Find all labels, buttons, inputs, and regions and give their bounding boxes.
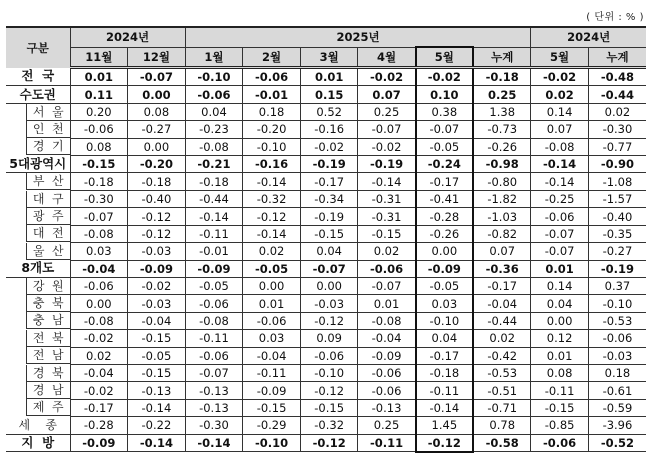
table-row — [6, 295, 646, 312]
cell-value: -0.53 — [588, 312, 646, 329]
cell-value: -0.06 — [70, 121, 128, 138]
cell-value: -0.13 — [358, 399, 416, 416]
cell-value: -0.02 — [70, 330, 128, 347]
row-label — [6, 295, 70, 312]
cell-value: -0.06 — [300, 347, 358, 364]
cell-value: -0.02 — [358, 138, 416, 155]
cell-value: -0.32 — [300, 417, 358, 434]
cell-value: -1.57 — [588, 190, 646, 207]
cell-value: 0.03 — [243, 330, 301, 347]
table-row — [6, 243, 646, 260]
cell-value: 0.08 — [70, 138, 128, 155]
cell-value: -0.07 — [358, 277, 416, 295]
cell-highlighted: -0.26 — [416, 225, 474, 242]
cell-value: -0.12 — [128, 208, 186, 225]
cell-value: -0.17 — [70, 399, 128, 416]
cell-value: -0.09 — [243, 382, 301, 399]
cell-value: -0.14 — [185, 208, 243, 225]
table-row — [6, 190, 646, 207]
cell-value: -0.52 — [588, 434, 646, 452]
cell-value: -0.09 — [128, 260, 186, 277]
cell-value: -0.15 — [300, 399, 358, 416]
cell-value: -0.02 — [128, 277, 186, 295]
row-label — [6, 330, 70, 347]
cell-value: -0.12 — [300, 312, 358, 329]
header-month: 4월 — [358, 47, 416, 68]
cell-value: 0.02 — [531, 86, 589, 103]
cell-value: -0.98 — [473, 156, 531, 173]
row-label — [6, 225, 70, 242]
cell-value: -0.06 — [531, 208, 589, 225]
cell-value: -0.19 — [300, 156, 358, 173]
cell-value: -0.11 — [185, 225, 243, 242]
cell-value: -0.48 — [588, 68, 646, 86]
row-label — [6, 382, 70, 399]
cell-value: -0.03 — [128, 243, 186, 260]
cell-value: -0.15 — [300, 225, 358, 242]
cell-value: -0.04 — [128, 312, 186, 329]
table-row — [6, 138, 646, 155]
cell-value: -0.09 — [358, 347, 416, 364]
cell-value: -0.27 — [128, 121, 186, 138]
cell-value: -0.30 — [588, 121, 646, 138]
table-row — [6, 208, 646, 225]
cell-value: -0.12 — [128, 225, 186, 242]
cell-value: -0.11 — [243, 364, 301, 381]
cell-value: -0.30 — [185, 417, 243, 434]
cell-value: -0.04 — [473, 295, 531, 312]
row-label-text: 충 북 — [26, 295, 70, 312]
row-label — [6, 190, 70, 207]
cell-value: -0.22 — [128, 417, 186, 434]
cell-value: -0.05 — [243, 260, 301, 277]
row-label-text: 제 주 — [26, 399, 70, 416]
cell-highlighted: 0.03 — [416, 295, 474, 312]
cell-value: -0.10 — [243, 138, 301, 155]
cell-highlighted: -0.17 — [416, 173, 474, 191]
cell-value: -0.14 — [531, 156, 589, 173]
cell-value: -0.08 — [531, 138, 589, 155]
table-row — [6, 312, 646, 329]
cell-value: -0.12 — [243, 208, 301, 225]
cell-value: -0.02 — [300, 138, 358, 155]
row-label — [6, 208, 70, 225]
cell-value: 1.38 — [473, 103, 531, 121]
table-row — [6, 434, 646, 452]
row-label: 8개도 — [6, 260, 70, 277]
cell-value: 0.37 — [588, 277, 646, 295]
header-month: 11월 — [70, 47, 128, 68]
row-label — [6, 399, 70, 416]
cell-highlighted: 0.00 — [416, 243, 474, 260]
cell-value: -0.07 — [531, 225, 589, 242]
cell-value: -0.30 — [70, 190, 128, 207]
cell-value: 0.01 — [243, 295, 301, 312]
cell-value: 0.07 — [531, 121, 589, 138]
cell-highlighted: -0.05 — [416, 277, 474, 295]
cell-value: 0.08 — [128, 103, 186, 121]
cell-value: -0.12 — [300, 382, 358, 399]
cell-value: -0.20 — [243, 121, 301, 138]
cell-value: 0.03 — [70, 243, 128, 260]
cell-value: -0.03 — [300, 295, 358, 312]
row-label — [6, 173, 70, 191]
cell-value: 0.18 — [588, 364, 646, 381]
row-label-text: 인 천 — [26, 121, 70, 138]
cell-value: 0.04 — [531, 295, 589, 312]
table-row — [6, 121, 646, 138]
cell-value: -0.19 — [358, 156, 416, 173]
cell-value: -0.19 — [588, 260, 646, 277]
cell-value: -0.53 — [473, 364, 531, 381]
cell-value: -0.06 — [185, 347, 243, 364]
cell-value: -0.17 — [473, 277, 531, 295]
table-row — [6, 173, 646, 191]
cell-value: -0.10 — [185, 68, 243, 86]
header-year-2024-right: 2024년 — [531, 27, 646, 47]
cell-value: 0.01 — [70, 68, 128, 86]
cell-value: -0.15 — [531, 399, 589, 416]
cell-value: -0.06 — [358, 364, 416, 381]
cell-value: 0.00 — [70, 295, 128, 312]
cell-value: -0.07 — [70, 208, 128, 225]
header-month: 2월 — [243, 47, 301, 68]
cell-value: 0.11 — [70, 86, 128, 103]
cell-value: -0.11 — [531, 382, 589, 399]
cell-value: 0.18 — [243, 103, 301, 121]
row-label-text: 강 원 — [26, 278, 70, 295]
cell-value: -0.34 — [300, 190, 358, 207]
cell-value: -0.08 — [70, 225, 128, 242]
cell-value: -0.07 — [128, 68, 186, 86]
cell-value: -0.08 — [70, 312, 128, 329]
cell-value: -0.13 — [128, 382, 186, 399]
cell-value: 0.15 — [300, 86, 358, 103]
header-month: 5월 — [531, 47, 589, 68]
cell-value: 0.25 — [358, 417, 416, 434]
cell-value: 0.14 — [531, 277, 589, 295]
cell-value: -0.31 — [358, 190, 416, 207]
row-label-text: 서 울 — [26, 104, 70, 121]
table-row — [6, 86, 646, 103]
cell-value: -0.06 — [588, 330, 646, 347]
cell-value: 0.52 — [300, 103, 358, 121]
cell-highlighted: -0.07 — [416, 121, 474, 138]
table-row — [6, 347, 646, 364]
header-row-months — [6, 47, 646, 68]
cell-value: -0.61 — [588, 382, 646, 399]
cell-value: -0.18 — [185, 173, 243, 191]
row-label — [6, 243, 70, 260]
cell-value: -0.19 — [300, 208, 358, 225]
cell-value: -0.04 — [70, 260, 128, 277]
cell-value: -0.01 — [243, 86, 301, 103]
cell-value: 0.00 — [300, 277, 358, 295]
header-month: 누계 — [588, 47, 646, 68]
cell-value: -0.09 — [185, 260, 243, 277]
cell-value: -0.08 — [185, 138, 243, 155]
table-row — [6, 364, 646, 381]
cell-highlighted: -0.41 — [416, 190, 474, 207]
cell-highlighted: -0.14 — [416, 399, 474, 416]
cell-highlighted: -0.09 — [416, 260, 474, 277]
cell-value: -0.14 — [358, 173, 416, 191]
cell-value: -0.44 — [473, 312, 531, 329]
cell-value: -0.04 — [70, 364, 128, 381]
header-year-2025: 2025년 — [185, 27, 531, 47]
cell-value: -0.04 — [243, 347, 301, 364]
cell-value: 0.04 — [300, 243, 358, 260]
table-row — [6, 382, 646, 399]
cell-value: 0.00 — [531, 312, 589, 329]
cell-value: 0.20 — [70, 103, 128, 121]
header-month: 3월 — [300, 47, 358, 68]
cell-value: -0.15 — [128, 330, 186, 347]
cell-value: 0.09 — [300, 330, 358, 347]
row-label-text: 경 북 — [26, 365, 70, 382]
row-label-text: 경 남 — [26, 382, 70, 399]
cell-value: -0.14 — [185, 434, 243, 452]
cell-value: -0.06 — [531, 434, 589, 452]
cell-value: -0.15 — [70, 156, 128, 173]
cell-value: -0.44 — [185, 190, 243, 207]
cell-value: -0.06 — [70, 277, 128, 295]
cell-value: -0.18 — [70, 173, 128, 191]
cell-value: -0.23 — [185, 121, 243, 138]
cell-value: -0.25 — [531, 190, 589, 207]
cell-highlighted: 0.10 — [416, 86, 474, 103]
cell-highlighted: -0.12 — [416, 434, 474, 452]
regional-change-table — [6, 26, 646, 453]
row-label: 5대광역시 — [6, 156, 70, 173]
cell-value: -0.03 — [128, 295, 186, 312]
cell-highlighted: -0.10 — [416, 312, 474, 329]
row-label — [6, 121, 70, 138]
cell-value: 0.02 — [243, 243, 301, 260]
row-label: 지 방 — [6, 434, 70, 452]
row-label-text: 울 산 — [26, 243, 70, 260]
cell-value: -0.01 — [185, 243, 243, 260]
cell-value: -3.96 — [588, 417, 646, 434]
table-row — [6, 399, 646, 416]
cell-value: 0.01 — [300, 68, 358, 86]
header-year-2024-left: 2024년 — [70, 27, 185, 47]
cell-value: 0.00 — [128, 86, 186, 103]
cell-value: -0.20 — [128, 156, 186, 173]
cell-value: -0.15 — [358, 225, 416, 242]
row-label: 수도권 — [6, 86, 70, 103]
cell-value: -0.02 — [531, 68, 589, 86]
cell-value: 0.07 — [358, 86, 416, 103]
row-label-text: 대 전 — [26, 225, 70, 242]
cell-value: -0.35 — [588, 225, 646, 242]
cell-value: -0.06 — [358, 382, 416, 399]
cell-value: -0.51 — [473, 382, 531, 399]
table-row — [6, 103, 646, 121]
cell-value: -0.14 — [531, 173, 589, 191]
header-month: 누계 — [473, 47, 531, 68]
cell-value: -0.85 — [531, 417, 589, 434]
cell-value: -0.17 — [300, 173, 358, 191]
cell-value: 0.02 — [473, 330, 531, 347]
cell-highlighted: -0.02 — [416, 68, 474, 86]
cell-value: -0.26 — [473, 138, 531, 155]
cell-value: -0.18 — [128, 173, 186, 191]
table-row — [6, 277, 646, 295]
cell-value: -0.06 — [243, 312, 301, 329]
cell-highlighted: 0.38 — [416, 103, 474, 121]
cell-value: -0.80 — [473, 173, 531, 191]
cell-highlighted: -0.24 — [416, 156, 474, 173]
cell-value: -0.71 — [473, 399, 531, 416]
cell-value: 0.02 — [358, 243, 416, 260]
row-label-text: 광 주 — [26, 208, 70, 225]
cell-value: 0.02 — [70, 347, 128, 364]
cell-value: 0.25 — [358, 103, 416, 121]
cell-value: 0.78 — [473, 417, 531, 434]
cell-value: 0.12 — [531, 330, 589, 347]
header-month: 1월 — [185, 47, 243, 68]
table-body — [6, 68, 646, 452]
cell-highlighted: -0.28 — [416, 208, 474, 225]
cell-value: -0.31 — [358, 208, 416, 225]
header-gubun: 구분 — [6, 27, 70, 68]
unit-label: ( 단위 : % ) — [586, 12, 644, 23]
cell-highlighted: -0.11 — [416, 382, 474, 399]
cell-value: 0.00 — [243, 277, 301, 295]
cell-value: -0.14 — [243, 225, 301, 242]
cell-value: -0.07 — [531, 243, 589, 260]
cell-value: -0.08 — [358, 312, 416, 329]
row-label — [6, 364, 70, 381]
cell-value: -0.73 — [473, 121, 531, 138]
cell-value: -0.05 — [128, 347, 186, 364]
cell-value: -0.11 — [358, 434, 416, 452]
cell-value: -0.82 — [473, 225, 531, 242]
cell-value: -0.14 — [128, 434, 186, 452]
cell-value: 0.02 — [588, 103, 646, 121]
cell-value: -0.07 — [185, 364, 243, 381]
row-label — [6, 347, 70, 364]
cell-value: -1.03 — [473, 208, 531, 225]
cell-value: -0.07 — [300, 260, 358, 277]
cell-value: -0.09 — [70, 434, 128, 452]
cell-value: -0.13 — [185, 382, 243, 399]
cell-value: 0.25 — [473, 86, 531, 103]
row-label — [6, 138, 70, 155]
cell-value: -0.27 — [588, 243, 646, 260]
cell-value: -0.15 — [128, 364, 186, 381]
row-label-text: 전 북 — [26, 330, 70, 347]
cell-value: -0.90 — [588, 156, 646, 173]
cell-value: -0.77 — [588, 138, 646, 155]
cell-value: -0.06 — [185, 86, 243, 103]
cell-value: -0.06 — [358, 260, 416, 277]
cell-value: -0.18 — [473, 68, 531, 86]
cell-value: 0.08 — [531, 364, 589, 381]
table-row — [6, 156, 646, 173]
cell-value: -0.10 — [588, 295, 646, 312]
cell-value: -0.02 — [70, 382, 128, 399]
cell-value: -0.36 — [473, 260, 531, 277]
cell-value: -0.32 — [243, 190, 301, 207]
cell-value: -0.14 — [243, 173, 301, 191]
cell-value: -0.10 — [243, 434, 301, 452]
table-row — [6, 260, 646, 277]
row-label: 세 종 — [6, 417, 70, 434]
cell-value: 0.01 — [358, 295, 416, 312]
row-label — [6, 277, 70, 295]
cell-value: -0.29 — [243, 417, 301, 434]
cell-value: -0.42 — [473, 347, 531, 364]
cell-value: -1.82 — [473, 190, 531, 207]
cell-value: -0.03 — [588, 347, 646, 364]
cell-value: -0.13 — [185, 399, 243, 416]
cell-value: -0.02 — [358, 68, 416, 86]
cell-value: -0.10 — [300, 364, 358, 381]
row-label-text: 전 남 — [26, 347, 70, 364]
cell-value: 0.04 — [185, 103, 243, 121]
cell-value: -0.11 — [185, 330, 243, 347]
cell-value: 0.14 — [531, 103, 589, 121]
cell-value: -0.44 — [588, 86, 646, 103]
cell-value: -0.04 — [358, 330, 416, 347]
cell-value: -0.40 — [128, 190, 186, 207]
row-label-text: 대 구 — [26, 191, 70, 208]
cell-value: -0.16 — [243, 156, 301, 173]
cell-value: -0.16 — [300, 121, 358, 138]
cell-value: -1.08 — [588, 173, 646, 191]
row-label — [6, 103, 70, 121]
cell-value: -0.12 — [300, 434, 358, 452]
cell-value: -0.40 — [588, 208, 646, 225]
table-row — [6, 417, 646, 434]
cell-highlighted: 0.04 — [416, 330, 474, 347]
table-row — [6, 225, 646, 242]
cell-value: -0.58 — [473, 434, 531, 452]
cell-value: 0.07 — [473, 243, 531, 260]
cell-value: -0.06 — [243, 68, 301, 86]
header-month: 12월 — [128, 47, 186, 68]
cell-value: -0.07 — [358, 121, 416, 138]
row-label — [6, 312, 70, 329]
cell-value: 0.00 — [128, 138, 186, 155]
cell-value: -0.08 — [185, 312, 243, 329]
cell-value: -0.14 — [128, 399, 186, 416]
row-label-text: 부 산 — [26, 173, 70, 190]
header-row-years — [6, 27, 646, 47]
row-label-text: 충 남 — [26, 312, 70, 329]
cell-highlighted: 1.45 — [416, 417, 474, 434]
cell-highlighted: -0.17 — [416, 347, 474, 364]
cell-value: -0.15 — [243, 399, 301, 416]
cell-value: 0.01 — [531, 260, 589, 277]
row-label: 전 국 — [6, 68, 70, 86]
header-month-highlighted: 5월 — [416, 47, 474, 68]
cell-value: -0.28 — [70, 417, 128, 434]
table-row — [6, 330, 646, 347]
cell-value: 0.01 — [531, 347, 589, 364]
table-row — [6, 68, 646, 86]
cell-highlighted: -0.18 — [416, 364, 474, 381]
cell-value: -0.06 — [185, 295, 243, 312]
cell-value: -0.21 — [185, 156, 243, 173]
cell-highlighted: -0.05 — [416, 138, 474, 155]
row-label-text: 경 기 — [26, 138, 70, 155]
cell-value: -0.05 — [185, 277, 243, 295]
cell-value: -0.59 — [588, 399, 646, 416]
